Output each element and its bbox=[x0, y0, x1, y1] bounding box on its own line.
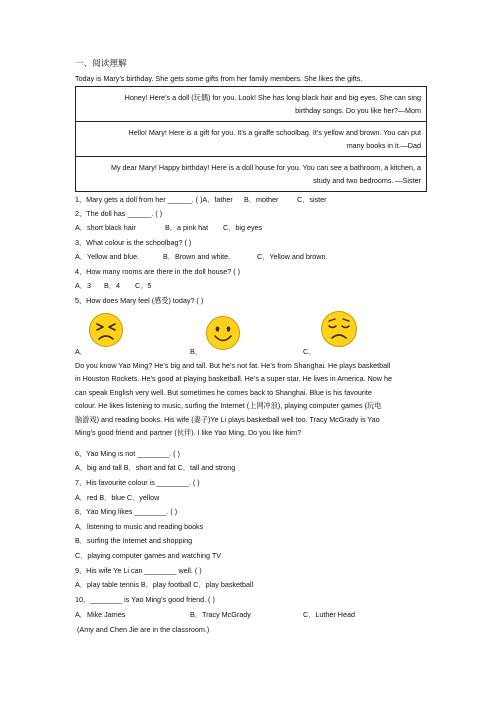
question-6-stem: 6、Yao Ming is not ________. ( ) bbox=[75, 449, 180, 458]
yao-ming-passage bbox=[75, 359, 425, 439]
question-4-stem: 4、How many rooms are there in the doll house? ( ) bbox=[75, 267, 240, 276]
question-1-option-c: C．sister bbox=[297, 195, 327, 204]
question-2-option-a: A．short black hair bbox=[75, 223, 136, 232]
gift-letters-table bbox=[75, 86, 427, 192]
question-5-option-b-label: B． bbox=[190, 347, 202, 356]
letter-dad bbox=[76, 122, 427, 157]
letter-dad-line1: Hello! Mary! Here is a gift for you. It’s a giraffe schoolbag. It’s yellow and brown. You can put bbox=[128, 128, 421, 137]
question-9-options: A．play table tennis B．play football C．play basketball bbox=[75, 580, 254, 589]
question-1-stem-option-a: 1、Mary gets a doll from her ______. ( )A．father bbox=[75, 195, 233, 204]
question-10-option-a: A．Mike James bbox=[75, 610, 126, 619]
question-4-option-a: A．3 bbox=[75, 281, 91, 290]
question-10-options bbox=[75, 610, 355, 619]
letter-mom-line1: Honey! Here’s a doll (玩偶) for you. Look! She has long black hair and big eyes. She can sing bbox=[124, 93, 421, 102]
angry-face-icon bbox=[88, 312, 124, 348]
sad-face-head bbox=[322, 312, 357, 347]
question-5-option-a-label: A． bbox=[75, 347, 87, 356]
happy-face-head bbox=[207, 317, 240, 350]
happy-face-right-eye bbox=[227, 326, 231, 331]
question-8-option-c: C．playing computer games and watching TV bbox=[75, 551, 222, 560]
question-3-option-a: A．Yellow and blue. bbox=[75, 252, 140, 261]
question-5-option-c-label: C． bbox=[303, 347, 316, 356]
question-1-option-b: B．mother bbox=[244, 195, 279, 204]
question-8-stem: 8、Yao Ming likes ________. ( ) bbox=[75, 507, 178, 516]
happy-face-icon bbox=[205, 315, 241, 351]
question-4-option-b: B．4 bbox=[104, 281, 120, 290]
letter-mom-line2: birthday songs. Do you like her?—Mom bbox=[295, 105, 421, 115]
question-7-options: A．red B．blue C．yellow bbox=[75, 493, 160, 502]
question-4-option-c: C．5 bbox=[135, 281, 152, 290]
question-2-option-b: B．a pink hat bbox=[165, 223, 209, 232]
question-2-stem: 2、The doll has ______. ( ) bbox=[75, 209, 163, 218]
question-10-option-c: C．Luther Head bbox=[303, 610, 355, 619]
passage-line: 脑游戏) and reading books. His wife (妻子)Ye Li plays basketball well too. Tracy McGrady is Yao bbox=[75, 414, 380, 424]
question-1 bbox=[75, 195, 327, 204]
question-3-options bbox=[75, 252, 328, 261]
letter-sister-line2: study and two bedrooms. —Sister bbox=[313, 175, 421, 185]
question-3-stem: 3、What colour is the schoolbag? ( ) bbox=[75, 238, 192, 247]
letter-dad-line2: many books in it.—Dad bbox=[346, 140, 421, 150]
intro-text: Today is Mary’s birthday. She gets some gifts from her family members. She likes the gifts. bbox=[75, 74, 363, 83]
letter-mom bbox=[76, 87, 427, 122]
question-3-option-c: C．Yellow and brown. bbox=[257, 252, 328, 261]
question-6-options: A．big and tall B．short and fat C．tall and strong bbox=[75, 463, 236, 472]
question-8-option-b: B．surfing the Internet and shopping bbox=[75, 536, 193, 545]
letter-sister-line1: My dear Mary! Happy birthday! Here is a doll house for you. You can see a bathroom, a kitchen, a bbox=[110, 163, 421, 172]
question-10-option-b: B．Tracy McGrady bbox=[190, 610, 251, 619]
letter-sister bbox=[76, 157, 427, 192]
question-5-stem: 5、How does Mary feel (感受) today? ( ) bbox=[75, 296, 204, 305]
question-4-options bbox=[75, 281, 152, 290]
question-7-stem: 7、His favourite colour is ________. ( ) bbox=[75, 478, 200, 487]
question-2-option-c: C．big eyes bbox=[223, 223, 263, 232]
sad-face-icon bbox=[320, 310, 358, 348]
question-2-options bbox=[75, 223, 263, 232]
happy-face-left-eye bbox=[216, 326, 220, 331]
passage-line: Ming’s good friend and partner (伙伴). I like Yao Ming. Do you like him? bbox=[75, 428, 302, 438]
passage-line: can speak English very well. But sometimes he comes back to Shanghai. Blue is his favourite bbox=[75, 387, 372, 397]
angry-face-head bbox=[90, 314, 123, 347]
question-10-stem: 10、________ is Yao Ming’s good friend. ( ) bbox=[75, 595, 215, 604]
passage-line: Do you know Yao Ming? He’s big and tall. But he’s not fat. He’s from Shanghai. He plays basketball bbox=[75, 361, 391, 370]
question-3-option-b: B．Brown and white. bbox=[163, 252, 231, 261]
footer-note: (Amy and Chen Jie are in the classroom.) bbox=[77, 625, 210, 634]
section-title: 一、阅读理解 bbox=[75, 58, 127, 68]
passage-line: colour. He likes listening to music, surfing the Internet (上网冲浪), playing computer games (玩电 bbox=[75, 401, 382, 411]
question-8-option-a: A．listening to music and reading books bbox=[75, 522, 204, 531]
question-9-stem: 9、His wife Ye Li can ________ well. ( ) bbox=[75, 566, 202, 575]
passage-line: in Houston Rockets. He’s good at playing basketball. He’s a super star. He lives in America. Now he bbox=[75, 374, 392, 384]
